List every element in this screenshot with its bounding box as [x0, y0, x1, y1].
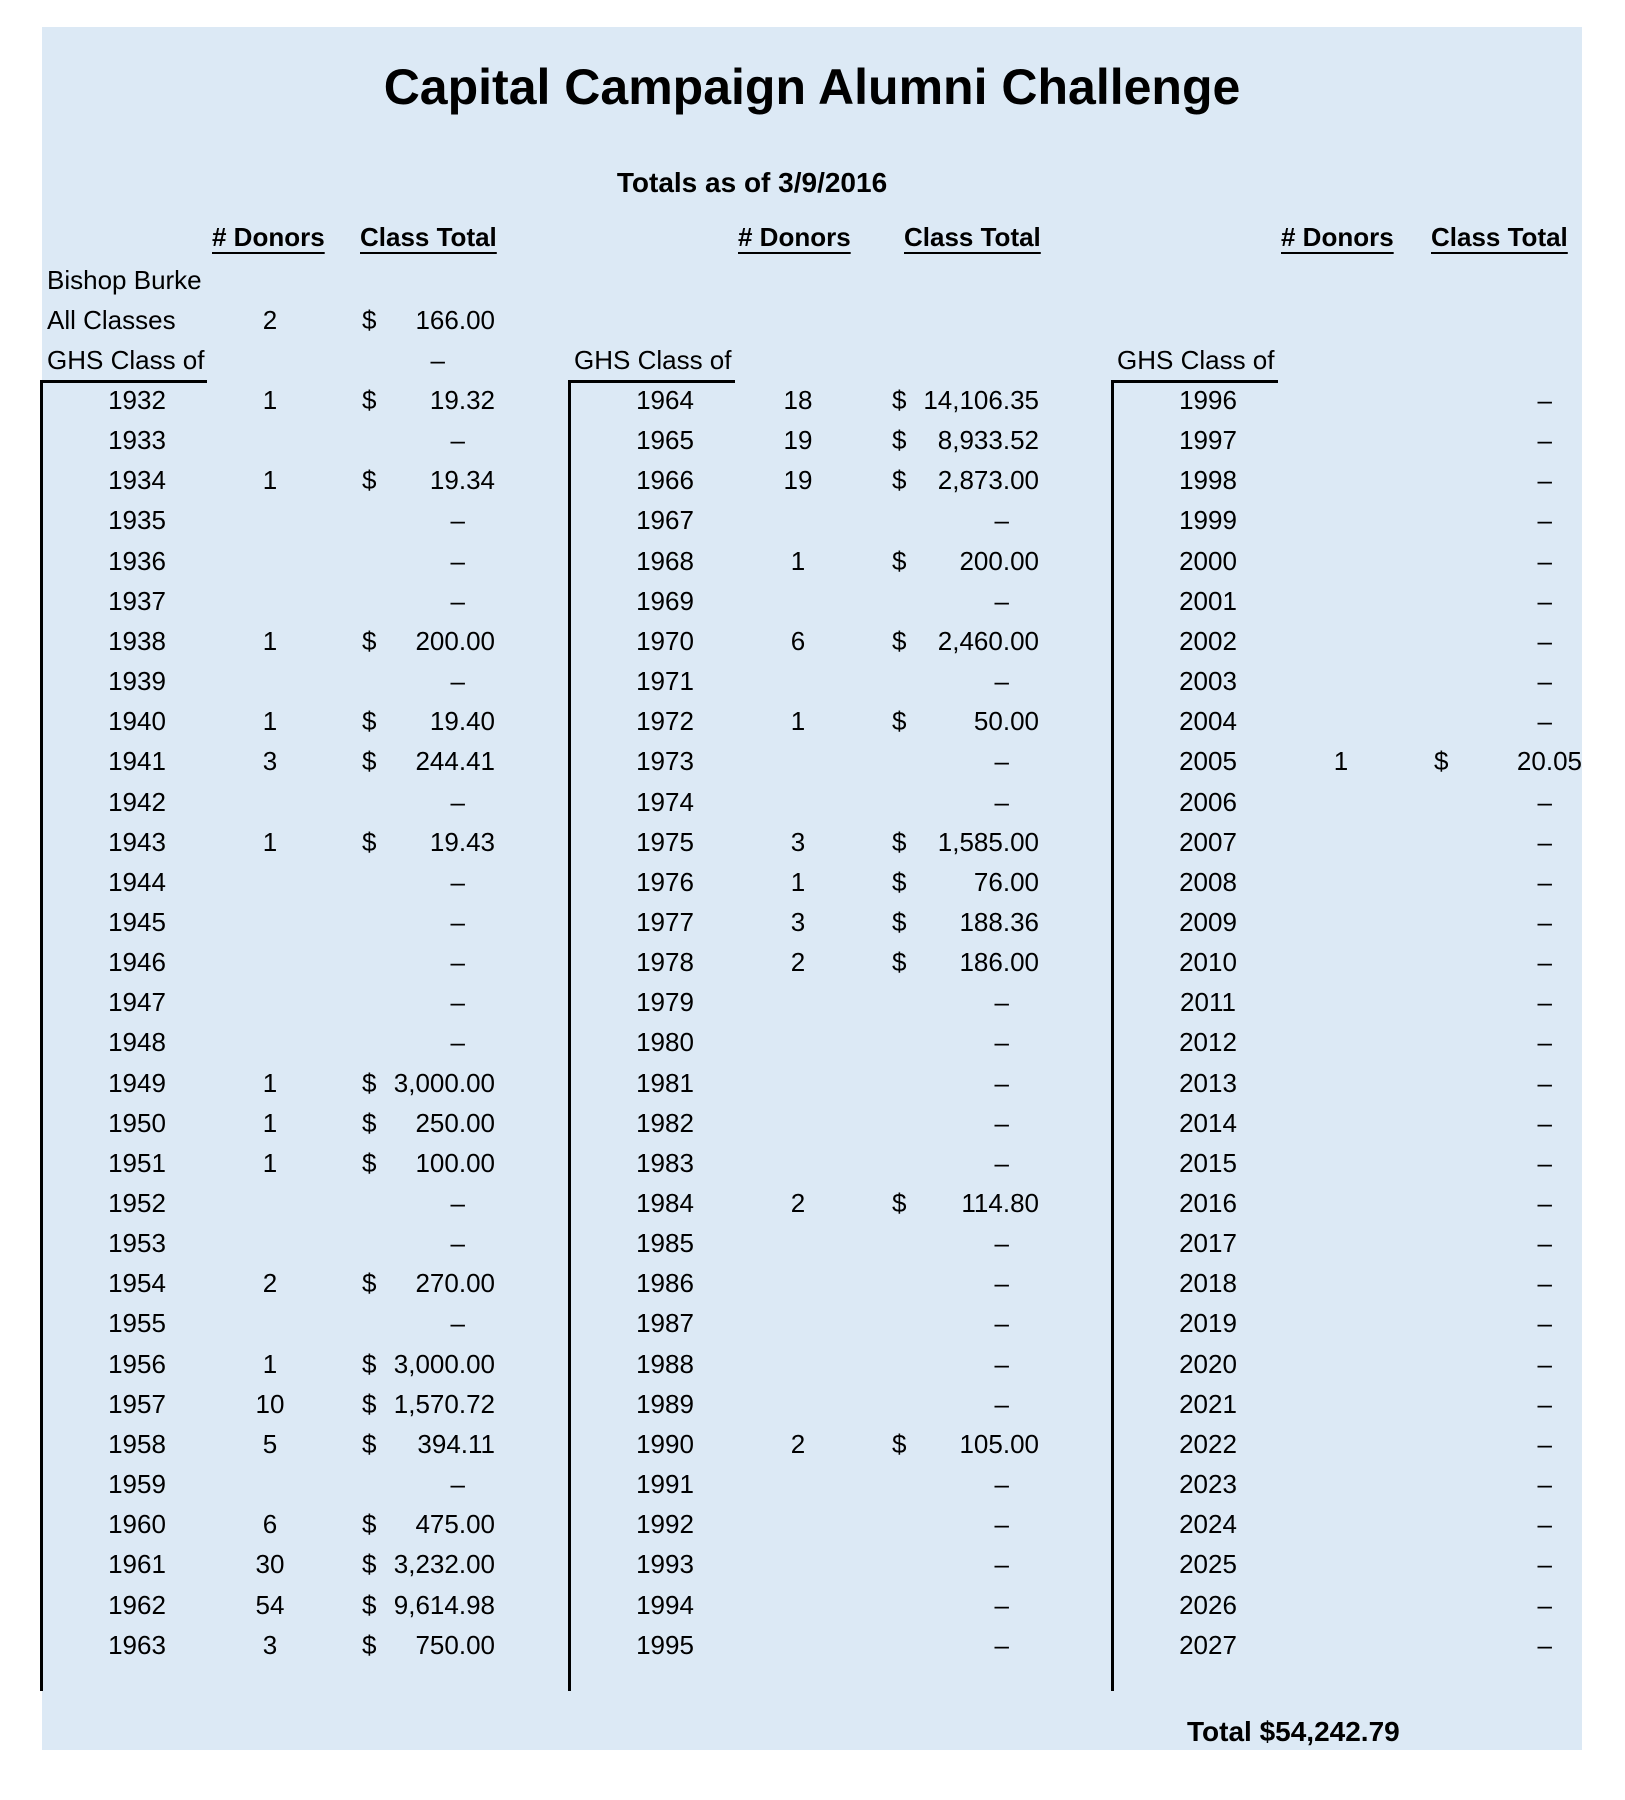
- bracket-line-3: [1111, 380, 1114, 1691]
- class-year: 1988: [636, 1348, 694, 1379]
- dollar-sign: $: [362, 1107, 377, 1138]
- total-value: $54,242.79: [1259, 1716, 1400, 1747]
- class-total-amount: 19.32: [429, 385, 495, 415]
- empty-total-dash: –: [450, 947, 465, 978]
- class-year: 1948: [108, 1027, 166, 1058]
- class-year: 1966: [636, 465, 694, 496]
- class-year: 1942: [108, 786, 166, 817]
- dollar-sign: $: [892, 866, 907, 897]
- dollar-sign: $: [892, 425, 907, 456]
- class-total-amount: 1,570.72: [393, 1388, 495, 1419]
- header-donors-3: # Donors: [1281, 222, 1394, 252]
- empty-total-dash: –: [994, 666, 1009, 697]
- donor-count: 1: [790, 866, 806, 897]
- empty-total-dash: –: [1537, 826, 1552, 857]
- dollar-sign: $: [362, 465, 377, 496]
- class-year: 1982: [636, 1107, 694, 1138]
- class-year: 2004: [1179, 706, 1237, 737]
- empty-total-dash: –: [450, 1188, 465, 1218]
- class-year: 1953: [108, 1228, 166, 1259]
- class-total-amount: 200.00: [415, 625, 495, 656]
- empty-total-dash: –: [994, 746, 1009, 777]
- class-total-amount: 750.00: [415, 1629, 495, 1660]
- class-year: 1979: [636, 987, 694, 1018]
- empty-total-dash: –: [994, 987, 1009, 1018]
- empty-total-dash: –: [994, 1147, 1009, 1178]
- class-year: 1984: [636, 1188, 694, 1218]
- class-year: 1968: [636, 545, 694, 576]
- donor-count: 3: [262, 746, 278, 777]
- class-year: 1944: [108, 866, 166, 897]
- empty-total-dash: –: [994, 1469, 1009, 1500]
- class-year: 2025: [1179, 1549, 1237, 1580]
- empty-total-dash: –: [450, 1228, 465, 1259]
- class-year: 1974: [636, 786, 694, 817]
- donor-count: 1: [262, 465, 278, 496]
- class-year: 2016: [1179, 1188, 1237, 1218]
- class-total-amount: 475.00: [415, 1509, 495, 1540]
- donor-count: 3: [790, 826, 806, 857]
- class-total-amount: 2,873.00: [937, 465, 1039, 496]
- empty-total-dash: –: [1537, 1629, 1552, 1660]
- class-year: 1956: [108, 1348, 166, 1379]
- dollar-sign: $: [892, 1428, 907, 1459]
- empty-total-dash: –: [1537, 1308, 1552, 1339]
- class-year: 1955: [108, 1308, 166, 1339]
- donor-count: 1: [262, 1348, 278, 1379]
- grand-total: [1187, 1717, 1400, 1747]
- empty-total-dash: –: [1537, 1589, 1552, 1620]
- class-total-amount: 9,614.98: [393, 1589, 495, 1620]
- class-total-amount: 394.11: [417, 1428, 495, 1459]
- class-year: 1962: [108, 1589, 166, 1620]
- donor-count: 2: [790, 947, 806, 978]
- empty-total-dash: –: [450, 1469, 465, 1500]
- donor-count: 2: [790, 1428, 806, 1459]
- bracket-line-2: [568, 380, 571, 1691]
- class-year: 1969: [636, 585, 694, 616]
- empty-total-dash: –: [1537, 1147, 1552, 1178]
- dollar-sign: $: [362, 706, 377, 737]
- empty-total-dash: –: [1537, 1268, 1552, 1299]
- empty-total-dash: –: [1537, 625, 1552, 656]
- empty-total-dash: –: [1537, 1388, 1552, 1419]
- class-year: 1950: [108, 1107, 166, 1138]
- class-year: 1957: [108, 1388, 166, 1419]
- empty-total-dash: –: [450, 906, 465, 937]
- empty-total-dash: –: [994, 786, 1009, 817]
- class-year: 2024: [1179, 1509, 1237, 1540]
- class-total-amount: 250.00: [415, 1107, 495, 1138]
- donor-count: 1: [262, 706, 278, 737]
- empty-total-dash: –: [450, 666, 465, 697]
- header-class-total-3: Class Total: [1431, 222, 1568, 252]
- empty-total-dash: –: [994, 1228, 1009, 1259]
- header-donors-2: # Donors: [738, 222, 851, 252]
- empty-total-dash: –: [1537, 666, 1552, 697]
- dollar-sign: $: [362, 1268, 377, 1299]
- dollar-sign: $: [362, 746, 377, 777]
- dollar-sign: $: [892, 947, 907, 978]
- class-year: 1995: [636, 1629, 694, 1660]
- empty-total-dash: –: [1537, 1027, 1552, 1058]
- class-year: 2023: [1179, 1469, 1237, 1500]
- empty-total-dash: –: [1537, 786, 1552, 817]
- class-year: 2013: [1179, 1067, 1237, 1098]
- donor-count: 10: [255, 1388, 285, 1419]
- donor-count: 54: [255, 1589, 285, 1620]
- class-year: 1987: [636, 1308, 694, 1339]
- donor-count: 18: [783, 385, 813, 415]
- donor-count: 1: [262, 625, 278, 656]
- class-year: 2000: [1179, 545, 1237, 576]
- empty-total-dash: –: [994, 1549, 1009, 1580]
- class-year: 1975: [636, 826, 694, 857]
- class-year: 2001: [1179, 585, 1237, 616]
- class-year: 2009: [1179, 906, 1237, 937]
- ghs-underline-2: [568, 380, 735, 383]
- class-year: 1997: [1179, 425, 1237, 456]
- class-total-amount: 19.34: [429, 465, 495, 496]
- bishop-dash: –: [430, 345, 445, 375]
- empty-total-dash: –: [1537, 1067, 1552, 1098]
- class-total-amount: 3,232.00: [393, 1549, 495, 1580]
- class-year: 1993: [636, 1549, 694, 1580]
- class-year: 1961: [108, 1549, 166, 1580]
- class-year: 1946: [108, 947, 166, 978]
- class-year: 1970: [636, 625, 694, 656]
- donor-count: 5: [262, 1428, 278, 1459]
- class-year: 2018: [1179, 1268, 1237, 1299]
- empty-total-dash: –: [994, 1308, 1009, 1339]
- dollar-sign: $: [892, 906, 907, 937]
- class-total-amount: 3,000.00: [393, 1067, 495, 1098]
- dollar-sign: $: [362, 1589, 377, 1620]
- class-year: 1965: [636, 425, 694, 456]
- class-year: 2008: [1179, 866, 1237, 897]
- empty-total-dash: –: [450, 585, 465, 616]
- class-year: 1959: [108, 1469, 166, 1500]
- ghs-class-label-3: GHS Class of: [1117, 345, 1275, 375]
- class-year: 2015: [1179, 1147, 1237, 1178]
- dollar-sign: $: [892, 1188, 907, 1218]
- class-total-amount: 2,460.00: [937, 625, 1039, 656]
- class-year: 1945: [108, 906, 166, 937]
- class-year: 2017: [1179, 1228, 1237, 1259]
- class-year: 2021: [1179, 1388, 1237, 1419]
- bracket-line-1: [40, 380, 43, 1691]
- donor-count: 2: [790, 1188, 806, 1218]
- class-year: 1937: [108, 585, 166, 616]
- class-year: 2026: [1179, 1589, 1237, 1620]
- class-year: 1981: [636, 1067, 694, 1098]
- class-year: 2010: [1179, 947, 1237, 978]
- ghs-underline-1: [40, 380, 207, 383]
- empty-total-dash: –: [1537, 947, 1552, 978]
- empty-total-dash: –: [1537, 1107, 1552, 1138]
- empty-total-dash: –: [1537, 585, 1552, 616]
- class-year: 1978: [636, 947, 694, 978]
- ghs-class-label-2: GHS Class of: [574, 345, 732, 375]
- class-year: 2027: [1179, 1629, 1237, 1660]
- class-year: 1994: [636, 1589, 694, 1620]
- donor-count: 19: [783, 425, 813, 456]
- class-total-amount: 19.40: [429, 706, 495, 737]
- all-classes-label: All Classes: [47, 305, 176, 335]
- class-year: 2022: [1179, 1428, 1237, 1459]
- empty-total-dash: –: [450, 866, 465, 897]
- class-total-amount: 76.00: [973, 866, 1039, 897]
- class-total-amount: 114.80: [961, 1188, 1039, 1218]
- class-year: 2014: [1179, 1107, 1237, 1138]
- dollar-sign: $: [362, 1348, 377, 1379]
- dollar-sign: $: [362, 1549, 377, 1580]
- class-year: 1960: [108, 1509, 166, 1540]
- dollar-sign: $: [892, 706, 907, 737]
- class-year: 1983: [636, 1147, 694, 1178]
- dollar-sign: $: [362, 826, 377, 857]
- empty-total-dash: –: [994, 1067, 1009, 1098]
- page-title: Capital Campaign Alumni Challenge: [383, 59, 1241, 115]
- empty-total-dash: –: [994, 1348, 1009, 1379]
- class-year: 1992: [636, 1509, 694, 1540]
- dollar-sign: $: [892, 826, 907, 857]
- header-class-total-2: Class Total: [904, 222, 1041, 252]
- donor-count: 3: [790, 906, 806, 937]
- empty-total-dash: –: [1537, 1228, 1552, 1259]
- dollar-sign: $: [362, 625, 377, 656]
- dollar-sign: $: [892, 545, 907, 576]
- class-year: 1936: [108, 545, 166, 576]
- dollar-sign: $: [362, 385, 377, 415]
- empty-total-dash: –: [1537, 906, 1552, 937]
- donor-count: 2: [262, 1268, 278, 1299]
- dollar-sign: $: [362, 1067, 377, 1098]
- class-year: 1949: [108, 1067, 166, 1098]
- donor-count: 1: [262, 1107, 278, 1138]
- class-total-amount: 8,933.52: [937, 425, 1039, 456]
- empty-total-dash: –: [450, 425, 465, 456]
- class-year: 1947: [108, 987, 166, 1018]
- class-total-amount: 14,106.35: [923, 385, 1039, 415]
- empty-total-dash: –: [994, 585, 1009, 616]
- empty-total-dash: –: [1537, 465, 1552, 496]
- dollar-sign: $: [892, 625, 907, 656]
- class-year: 1999: [1179, 505, 1237, 536]
- class-year: 1943: [108, 826, 166, 857]
- empty-total-dash: –: [994, 1589, 1009, 1620]
- class-year: 1941: [108, 746, 166, 777]
- class-total-amount: 50.00: [973, 706, 1039, 737]
- empty-total-dash: –: [1537, 1509, 1552, 1540]
- empty-total-dash: –: [994, 1268, 1009, 1299]
- empty-total-dash: –: [1537, 1549, 1552, 1580]
- class-year: 1977: [636, 906, 694, 937]
- donor-count: 30: [255, 1549, 285, 1580]
- empty-total-dash: –: [1537, 505, 1552, 536]
- class-year: 1951: [108, 1147, 166, 1178]
- class-year: 1939: [108, 666, 166, 697]
- empty-total-dash: –: [1537, 1469, 1552, 1500]
- donor-count: 3: [262, 1629, 278, 1660]
- empty-total-dash: –: [1537, 1348, 1552, 1379]
- class-year: 1998: [1179, 465, 1237, 496]
- empty-total-dash: –: [1537, 1188, 1552, 1218]
- class-year: 2012: [1179, 1027, 1237, 1058]
- donor-count: 1: [790, 706, 806, 737]
- donor-count: 1: [262, 1147, 278, 1178]
- class-year: 1991: [636, 1469, 694, 1500]
- class-year: 1985: [636, 1228, 694, 1259]
- empty-total-dash: –: [994, 1107, 1009, 1138]
- bishop-burke-dollar: $: [362, 305, 377, 335]
- donor-count: 6: [790, 625, 806, 656]
- class-year: 1935: [108, 505, 166, 536]
- class-year: 1989: [636, 1388, 694, 1419]
- empty-total-dash: –: [994, 1388, 1009, 1419]
- empty-total-dash: –: [994, 1027, 1009, 1058]
- donor-count: 6: [262, 1509, 278, 1540]
- donor-count: 1: [262, 826, 278, 857]
- empty-total-dash: –: [1537, 385, 1552, 415]
- class-total-amount: 20.05: [1516, 746, 1582, 777]
- class-year: 1990: [636, 1428, 694, 1459]
- dollar-sign: $: [362, 1388, 377, 1419]
- class-year: 2002: [1179, 625, 1237, 656]
- empty-total-dash: –: [994, 1509, 1009, 1540]
- class-year: 2019: [1179, 1308, 1237, 1339]
- donor-count: 1: [262, 385, 278, 415]
- empty-total-dash: –: [450, 505, 465, 536]
- donor-count: 19: [783, 465, 813, 496]
- empty-total-dash: –: [994, 1629, 1009, 1660]
- class-year: 1963: [108, 1629, 166, 1660]
- bishop-burke-amount: 166.00: [415, 305, 495, 335]
- empty-total-dash: –: [450, 1027, 465, 1058]
- class-total-amount: 200.00: [959, 545, 1039, 576]
- dollar-sign: $: [362, 1428, 377, 1459]
- class-total-amount: 188.36: [959, 906, 1039, 937]
- empty-total-dash: –: [1537, 706, 1552, 737]
- dollar-sign: $: [892, 465, 907, 496]
- class-year: 1938: [108, 625, 166, 656]
- class-year: 2003: [1179, 666, 1237, 697]
- total-label: Total: [1187, 1716, 1252, 1747]
- campaign-panel: [42, 27, 1582, 1750]
- class-year: 1933: [108, 425, 166, 456]
- class-total-amount: 3,000.00: [393, 1348, 495, 1379]
- bishop-burke-donors: 2: [262, 305, 278, 335]
- class-year: 2007: [1179, 826, 1237, 857]
- class-year: 2005: [1179, 746, 1237, 777]
- class-year: 1986: [636, 1268, 694, 1299]
- ghs-class-label-1: GHS Class of: [47, 345, 205, 375]
- empty-total-dash: –: [1537, 866, 1552, 897]
- class-year: 1940: [108, 706, 166, 737]
- dollar-sign: $: [1434, 746, 1449, 777]
- header-class-total-1: Class Total: [360, 222, 497, 252]
- class-total-amount: 270.00: [415, 1268, 495, 1299]
- class-year: 1967: [636, 505, 694, 536]
- class-year: 1973: [636, 746, 694, 777]
- class-total-amount: 19.43: [429, 826, 495, 857]
- empty-total-dash: –: [450, 987, 465, 1018]
- class-year: 1958: [108, 1428, 166, 1459]
- dollar-sign: $: [362, 1509, 377, 1540]
- dollar-sign: $: [892, 385, 907, 415]
- class-year: 1964: [636, 385, 694, 415]
- page-subtitle: Totals as of 3/9/2016: [616, 167, 888, 198]
- donor-count: 1: [790, 545, 806, 576]
- empty-total-dash: –: [450, 786, 465, 817]
- header-donors-1: # Donors: [212, 222, 325, 252]
- class-year: 2006: [1179, 786, 1237, 817]
- class-year: 1932: [108, 385, 166, 415]
- class-year: 1980: [636, 1027, 694, 1058]
- donor-count: 1: [262, 1067, 278, 1098]
- class-year: 1952: [108, 1188, 166, 1218]
- empty-total-dash: –: [450, 545, 465, 576]
- class-year: 1996: [1179, 385, 1237, 415]
- dollar-sign: $: [362, 1629, 377, 1660]
- class-total-amount: 244.41: [415, 746, 495, 777]
- class-year: 1954: [108, 1268, 166, 1299]
- dollar-sign: $: [362, 1147, 377, 1178]
- class-year: 2020: [1179, 1348, 1237, 1379]
- empty-total-dash: –: [1537, 545, 1552, 576]
- donor-count: 1: [1333, 746, 1349, 777]
- empty-total-dash: –: [1537, 987, 1552, 1018]
- bishop-burke-label: Bishop Burke: [47, 265, 202, 295]
- class-total-amount: 105.00: [959, 1428, 1039, 1459]
- class-year: 2011: [1180, 987, 1236, 1018]
- class-year: 1976: [636, 866, 694, 897]
- class-total-amount: 1,585.00: [937, 826, 1039, 857]
- empty-total-dash: –: [994, 505, 1009, 536]
- empty-total-dash: –: [450, 1308, 465, 1339]
- class-year: 1971: [636, 666, 694, 697]
- empty-total-dash: –: [1537, 425, 1552, 456]
- class-total-amount: 100.00: [415, 1147, 495, 1178]
- empty-total-dash: –: [1537, 1428, 1552, 1459]
- class-year: 1972: [636, 706, 694, 737]
- class-total-amount: 186.00: [959, 947, 1039, 978]
- ghs-underline-3: [1111, 380, 1278, 383]
- class-year: 1934: [108, 465, 166, 496]
